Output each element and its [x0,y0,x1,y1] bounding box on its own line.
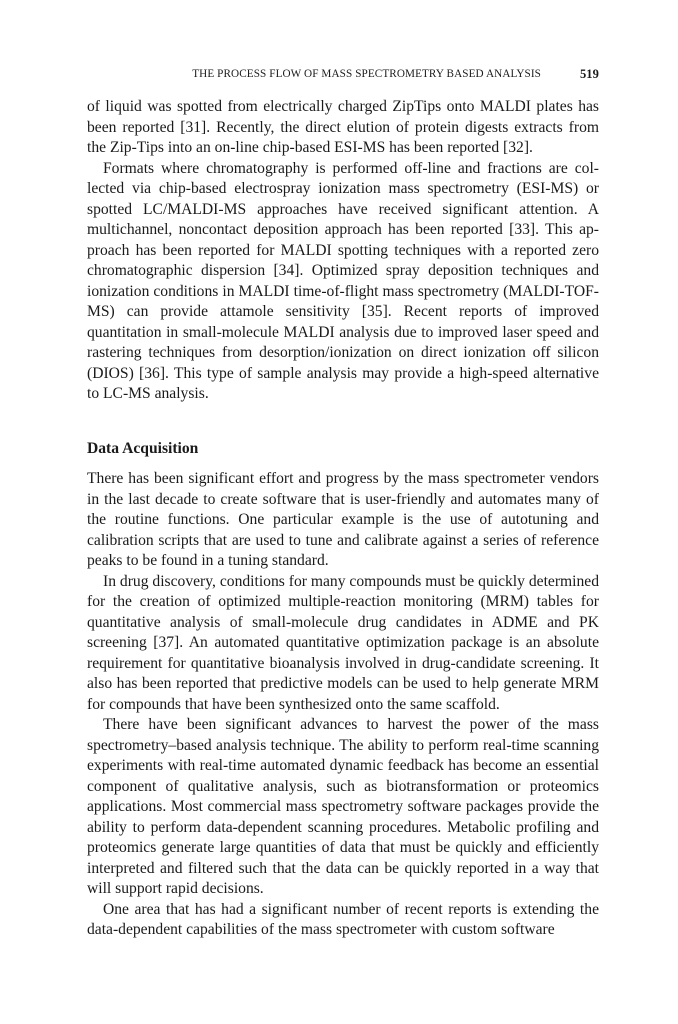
running-title: THE PROCESS FLOW OF MASS SPECTROMETRY BASED ANALYSIS [192,68,541,80]
paragraph: There have been significant advances to harvest the power of the mass spectrometry–based analysis technique. The ability to perform real-time scanning experiments with real-time automated dynamic feedback has become an essential component of qualitative analysis, such as biotransformation or proteomics applications. Most commercial mass spectrometry software packages provide the ability to perform data-dependent scanning procedures. Metabolic profiling and proteomics generate large quantities of data that must be quickly and efficiently interpreted and filtered such that the data can be quickly reported in a way that will support rapid decisions. [87,716,599,897]
page-number: 519 [579,67,599,81]
section-heading: Data Acquisition [87,439,199,457]
paragraph: One area that has had a significant number of recent reports is extending the data-dependent capabilities of the mass spectrometer with custom software [87,900,599,938]
body-text [87,97,599,941]
paragraph: Formats where chromatography is performed off-line and fractions are collected via chip-based electrospray ionization mass spectrometry (ESI-MS) or spotted LC/MALDI-MS approaches have received significant attention. A multichannel, noncontact deposition approach has been reported [33]. This approach has been reported for MALDI spotting techniques with a reported zero chromatographic dispersion [34]. Optimized spray deposition techniques and ionization conditions in MALDI time-of-flight mass spectrometry (MALDI-TOF-MS) can provide attamole sensitivity [35]. Recent reports of improved quantitation in small-molecule MALDI analysis due to improved laser speed and rastering techniques from desorption/ionization on direct ionization off silicon (DIOS) [36]. This type of sample analysis may provide a high-speed alternative to LC-MS analysis. [87,159,599,402]
paragraph: In drug discovery, conditions for many compounds must be quickly determined for the creation of optimized multiple-reaction monitoring (MRM) tables for quantitative analysis of small-molecule drug candidates in ADME and PK screening [37]. An automated quantitative optimization package is an absolute requirement for quantitative bioanalysis involved in drug-candidate screening. It also has been reported that predictive models can be used to help generate MRM for compounds that have been synthesized onto the same scaffold. [87,572,599,713]
paragraph-continued: of liquid was spotted from electrically charged ZipTips onto MALDI plates has been reported [31]. Recently, the direct elution of protein digests extracts from the Zip-Tips into an on-line chip-based ESI-MS has been reported [32]. [87,98,599,156]
paragraph: There has been significant effort and progress by the mass spectrometer vendors in the last decade to create software that is user-friendly and automates many of the routine functions. One particular example is the use of autotuning and calibration scripts that are used to tune and calibrate against a series of reference peaks to be found in a tuning standard. [87,470,599,569]
